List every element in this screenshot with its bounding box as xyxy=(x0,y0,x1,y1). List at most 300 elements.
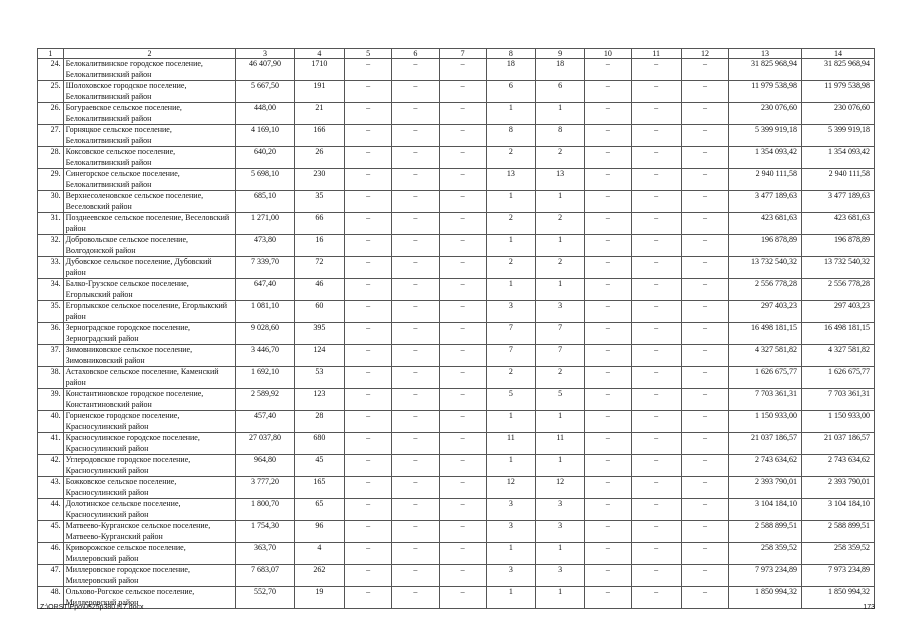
row-number: 35. xyxy=(38,301,64,323)
col-9-value: 7 xyxy=(536,345,585,367)
col-8-value: 8 xyxy=(486,125,535,147)
col-14-amount: 5 399 919,18 xyxy=(801,125,874,147)
column-header: 4 xyxy=(294,49,344,59)
table-row xyxy=(38,521,875,543)
col-13-amount: 423 681,63 xyxy=(729,213,802,235)
col-10-value: – xyxy=(585,169,631,191)
col-4-value: 124 xyxy=(294,345,344,367)
col-7-value: – xyxy=(439,279,486,301)
table-row xyxy=(38,59,875,81)
col-7-value: – xyxy=(439,81,486,103)
col-13-amount: 2 556 778,28 xyxy=(729,279,802,301)
col-8-value: 2 xyxy=(486,257,535,279)
col-11-value: – xyxy=(631,411,681,433)
col-6-value: – xyxy=(392,279,439,301)
col-5-value: – xyxy=(345,323,392,345)
settlement-name: Позднеевское сельское поселение, Веселовский район xyxy=(63,213,236,235)
row-number: 24. xyxy=(38,59,64,81)
data-table xyxy=(37,48,875,609)
col-6-value: – xyxy=(392,103,439,125)
col-12-value: – xyxy=(681,147,728,169)
col-13-amount: 7 973 234,89 xyxy=(729,565,802,587)
column-header: 11 xyxy=(631,49,681,59)
table-row xyxy=(38,235,875,257)
col-11-value: – xyxy=(631,521,681,543)
row-number: 44. xyxy=(38,499,64,521)
col-9-value: 6 xyxy=(536,81,585,103)
row-number: 43. xyxy=(38,477,64,499)
col-6-value: – xyxy=(392,411,439,433)
col-9-value: 7 xyxy=(536,323,585,345)
col-14-amount: 7 973 234,89 xyxy=(801,565,874,587)
row-number: 46. xyxy=(38,543,64,565)
col-5-value: – xyxy=(345,169,392,191)
col-14-amount: 16 498 181,15 xyxy=(801,323,874,345)
col-10-value: – xyxy=(585,323,631,345)
col-10-value: – xyxy=(585,81,631,103)
col-13-amount: 5 399 919,18 xyxy=(729,125,802,147)
col-13-amount: 13 732 540,32 xyxy=(729,257,802,279)
col-3-value: 685,10 xyxy=(236,191,295,213)
col-7-value: – xyxy=(439,455,486,477)
col-10-value: – xyxy=(585,587,631,609)
col-6-value: – xyxy=(392,81,439,103)
col-7-value: – xyxy=(439,169,486,191)
col-3-value: 7 683,07 xyxy=(236,565,295,587)
col-11-value: – xyxy=(631,169,681,191)
col-3-value: 1 692,10 xyxy=(236,367,295,389)
col-9-value: 11 xyxy=(536,433,585,455)
col-3-value: 27 037,80 xyxy=(236,433,295,455)
col-10-value: – xyxy=(585,103,631,125)
col-6-value: – xyxy=(392,587,439,609)
col-14-amount: 297 403,23 xyxy=(801,301,874,323)
col-4-value: 680 xyxy=(294,433,344,455)
col-12-value: – xyxy=(681,125,728,147)
col-9-value: 3 xyxy=(536,499,585,521)
row-number: 39. xyxy=(38,389,64,411)
col-13-amount: 258 359,52 xyxy=(729,543,802,565)
col-3-value: 473,80 xyxy=(236,235,295,257)
col-3-value: 1 271,00 xyxy=(236,213,295,235)
col-13-amount: 230 076,60 xyxy=(729,103,802,125)
col-12-value: – xyxy=(681,411,728,433)
col-4-value: 4 xyxy=(294,543,344,565)
col-11-value: – xyxy=(631,59,681,81)
col-11-value: – xyxy=(631,389,681,411)
settlement-name: Балко-Грузское сельское поселение, Егорлыкский район xyxy=(63,279,236,301)
col-3-value: 4 169,10 xyxy=(236,125,295,147)
settlement-name: Миллеровское городское поселение, Миллеровский район xyxy=(63,565,236,587)
col-10-value: – xyxy=(585,125,631,147)
col-8-value: 1 xyxy=(486,543,535,565)
col-3-value: 964,80 xyxy=(236,455,295,477)
settlement-name: Егорлыкское сельское поселение, Егорлыкский район xyxy=(63,301,236,323)
col-13-amount: 31 825 968,94 xyxy=(729,59,802,81)
settlement-name: Константиновское городское поселение, Константиновский район xyxy=(63,389,236,411)
col-12-value: – xyxy=(681,345,728,367)
col-12-value: – xyxy=(681,521,728,543)
col-10-value: – xyxy=(585,345,631,367)
col-5-value: – xyxy=(345,81,392,103)
settlement-name: Горняцкое сельское поселение, Белокалитвинский район xyxy=(63,125,236,147)
col-5-value: – xyxy=(345,367,392,389)
col-8-value: 1 xyxy=(486,279,535,301)
header-row xyxy=(38,49,875,59)
col-11-value: – xyxy=(631,279,681,301)
col-7-value: – xyxy=(439,521,486,543)
settlement-name: Матвеево-Курганское сельское поселение, Матвеево-Курганский район xyxy=(63,521,236,543)
column-header: 13 xyxy=(729,49,802,59)
column-header: 8 xyxy=(486,49,535,59)
col-6-value: – xyxy=(392,125,439,147)
table-row xyxy=(38,213,875,235)
col-7-value: – xyxy=(439,235,486,257)
row-number: 29. xyxy=(38,169,64,191)
col-5-value: – xyxy=(345,103,392,125)
column-header: 2 xyxy=(63,49,236,59)
col-10-value: – xyxy=(585,477,631,499)
col-9-value: 1 xyxy=(536,587,585,609)
col-11-value: – xyxy=(631,345,681,367)
row-number: 32. xyxy=(38,235,64,257)
settlement-name: Красносулинское городское поселение, Красносулинский район xyxy=(63,433,236,455)
col-6-value: – xyxy=(392,235,439,257)
col-6-value: – xyxy=(392,433,439,455)
col-4-value: 45 xyxy=(294,455,344,477)
col-12-value: – xyxy=(681,389,728,411)
col-13-amount: 3 477 189,63 xyxy=(729,191,802,213)
col-8-value: 3 xyxy=(486,565,535,587)
table-row xyxy=(38,587,875,609)
col-8-value: 3 xyxy=(486,499,535,521)
col-12-value: – xyxy=(681,587,728,609)
col-9-value: 1 xyxy=(536,235,585,257)
col-14-amount: 1 850 994,32 xyxy=(801,587,874,609)
col-13-amount: 2 588 899,51 xyxy=(729,521,802,543)
col-10-value: – xyxy=(585,257,631,279)
col-5-value: – xyxy=(345,587,392,609)
settlement-name: Горненское городское поселение, Красносулинский район xyxy=(63,411,236,433)
col-9-value: 2 xyxy=(536,367,585,389)
col-9-value: 3 xyxy=(536,521,585,543)
col-5-value: – xyxy=(345,411,392,433)
col-14-amount: 2 393 790,01 xyxy=(801,477,874,499)
col-4-value: 53 xyxy=(294,367,344,389)
settlement-name: Долотинское сельское поселение, Красносулинский район xyxy=(63,499,236,521)
col-13-amount: 1 850 994,32 xyxy=(729,587,802,609)
col-8-value: 1 xyxy=(486,411,535,433)
col-13-amount: 21 037 186,57 xyxy=(729,433,802,455)
col-5-value: – xyxy=(345,565,392,587)
col-4-value: 16 xyxy=(294,235,344,257)
row-number: 47. xyxy=(38,565,64,587)
row-number: 37. xyxy=(38,345,64,367)
settlement-name: Коксовское сельское поселение, Белокалитвинский район xyxy=(63,147,236,169)
table-row xyxy=(38,477,875,499)
col-9-value: 18 xyxy=(536,59,585,81)
col-4-value: 262 xyxy=(294,565,344,587)
col-8-value: 5 xyxy=(486,389,535,411)
col-12-value: – xyxy=(681,455,728,477)
col-8-value: 7 xyxy=(486,323,535,345)
col-9-value: 2 xyxy=(536,147,585,169)
col-9-value: 1 xyxy=(536,103,585,125)
col-14-amount: 258 359,52 xyxy=(801,543,874,565)
col-7-value: – xyxy=(439,367,486,389)
settlement-name: Добровольское сельское поселение, Волгодонской район xyxy=(63,235,236,257)
col-12-value: – xyxy=(681,81,728,103)
col-13-amount: 1 150 933,00 xyxy=(729,411,802,433)
col-7-value: – xyxy=(439,323,486,345)
column-header: 6 xyxy=(392,49,439,59)
col-14-amount: 423 681,63 xyxy=(801,213,874,235)
col-10-value: – xyxy=(585,411,631,433)
col-14-amount: 2 588 899,51 xyxy=(801,521,874,543)
col-14-amount: 31 825 968,94 xyxy=(801,59,874,81)
col-12-value: – xyxy=(681,59,728,81)
col-14-amount: 1 354 093,42 xyxy=(801,147,874,169)
col-11-value: – xyxy=(631,323,681,345)
col-3-value: 3 446,70 xyxy=(236,345,295,367)
col-8-value: 2 xyxy=(486,213,535,235)
col-7-value: – xyxy=(439,345,486,367)
col-14-amount: 2 556 778,28 xyxy=(801,279,874,301)
settlement-name: Синегорское сельское поселение, Белокалитвинский район xyxy=(63,169,236,191)
col-11-value: – xyxy=(631,191,681,213)
col-13-amount: 2 743 634,62 xyxy=(729,455,802,477)
row-number: 33. xyxy=(38,257,64,279)
col-7-value: – xyxy=(439,147,486,169)
col-6-value: – xyxy=(392,521,439,543)
col-5-value: – xyxy=(345,433,392,455)
col-14-amount: 13 732 540,32 xyxy=(801,257,874,279)
table-row xyxy=(38,125,875,147)
col-5-value: – xyxy=(345,301,392,323)
col-8-value: 1 xyxy=(486,191,535,213)
table-row xyxy=(38,367,875,389)
row-number: 28. xyxy=(38,147,64,169)
col-5-value: – xyxy=(345,147,392,169)
col-6-value: – xyxy=(392,389,439,411)
col-8-value: 2 xyxy=(486,147,535,169)
col-13-amount: 2 940 111,58 xyxy=(729,169,802,191)
col-11-value: – xyxy=(631,81,681,103)
col-6-value: – xyxy=(392,455,439,477)
col-7-value: – xyxy=(439,433,486,455)
col-11-value: – xyxy=(631,301,681,323)
col-8-value: 12 xyxy=(486,477,535,499)
col-10-value: – xyxy=(585,147,631,169)
col-6-value: – xyxy=(392,213,439,235)
col-10-value: – xyxy=(585,499,631,521)
col-10-value: – xyxy=(585,235,631,257)
col-13-amount: 297 403,23 xyxy=(729,301,802,323)
col-7-value: – xyxy=(439,213,486,235)
col-6-value: – xyxy=(392,169,439,191)
col-11-value: – xyxy=(631,587,681,609)
col-3-value: 1 800,70 xyxy=(236,499,295,521)
col-12-value: – xyxy=(681,367,728,389)
settlement-name: Астаховское сельское поселение, Каменский район xyxy=(63,367,236,389)
col-10-value: – xyxy=(585,191,631,213)
table-row xyxy=(38,279,875,301)
col-3-value: 7 339,70 xyxy=(236,257,295,279)
row-number: 25. xyxy=(38,81,64,103)
table-row xyxy=(38,147,875,169)
col-5-value: – xyxy=(345,213,392,235)
page-number: 173 xyxy=(863,604,875,611)
col-12-value: – xyxy=(681,169,728,191)
col-10-value: – xyxy=(585,389,631,411)
col-14-amount: 196 878,89 xyxy=(801,235,874,257)
col-9-value: 12 xyxy=(536,477,585,499)
col-6-value: – xyxy=(392,147,439,169)
col-7-value: – xyxy=(439,389,486,411)
col-6-value: – xyxy=(392,477,439,499)
col-8-value: 6 xyxy=(486,81,535,103)
col-9-value: 3 xyxy=(536,301,585,323)
column-header: 1 xyxy=(38,49,64,59)
settlement-name: Ольхово-Рогское сельское поселение, Миллеровский район xyxy=(63,587,236,609)
col-8-value: 1 xyxy=(486,235,535,257)
col-14-amount: 3 104 184,10 xyxy=(801,499,874,521)
col-3-value: 2 589,92 xyxy=(236,389,295,411)
col-12-value: – xyxy=(681,433,728,455)
table-row xyxy=(38,103,875,125)
row-number: 30. xyxy=(38,191,64,213)
col-12-value: – xyxy=(681,301,728,323)
col-9-value: 8 xyxy=(536,125,585,147)
settlement-name: Углеродовское городское поселение, Красносулинский район xyxy=(63,455,236,477)
col-3-value: 3 777,20 xyxy=(236,477,295,499)
col-8-value: 13 xyxy=(486,169,535,191)
col-9-value: 3 xyxy=(536,565,585,587)
col-7-value: – xyxy=(439,587,486,609)
table-row xyxy=(38,257,875,279)
col-11-value: – xyxy=(631,103,681,125)
col-11-value: – xyxy=(631,147,681,169)
col-14-amount: 4 327 581,82 xyxy=(801,345,874,367)
col-13-amount: 7 703 361,31 xyxy=(729,389,802,411)
settlement-name: Криворожское сельское поселение, Миллеровский район xyxy=(63,543,236,565)
col-3-value: 1 754,30 xyxy=(236,521,295,543)
col-6-value: – xyxy=(392,59,439,81)
col-11-value: – xyxy=(631,477,681,499)
table-row xyxy=(38,301,875,323)
col-9-value: 5 xyxy=(536,389,585,411)
col-5-value: – xyxy=(345,257,392,279)
col-14-amount: 1 626 675,77 xyxy=(801,367,874,389)
col-10-value: – xyxy=(585,367,631,389)
col-4-value: 230 xyxy=(294,169,344,191)
row-number: 42. xyxy=(38,455,64,477)
col-13-amount: 196 878,89 xyxy=(729,235,802,257)
col-11-value: – xyxy=(631,455,681,477)
col-5-value: – xyxy=(345,543,392,565)
col-6-value: – xyxy=(392,323,439,345)
col-7-value: – xyxy=(439,257,486,279)
col-3-value: 9 028,60 xyxy=(236,323,295,345)
col-9-value: 2 xyxy=(536,213,585,235)
col-13-amount: 4 327 581,82 xyxy=(729,345,802,367)
col-7-value: – xyxy=(439,103,486,125)
col-11-value: – xyxy=(631,367,681,389)
col-7-value: – xyxy=(439,477,486,499)
col-7-value: – xyxy=(439,125,486,147)
table-row xyxy=(38,389,875,411)
col-11-value: – xyxy=(631,125,681,147)
settlement-name: Верхнесоленовское сельское поселение, Веселовский район xyxy=(63,191,236,213)
col-8-value: 1 xyxy=(486,103,535,125)
col-5-value: – xyxy=(345,455,392,477)
row-number: 48. xyxy=(38,587,64,609)
col-3-value: 647,40 xyxy=(236,279,295,301)
row-number: 45. xyxy=(38,521,64,543)
column-header: 5 xyxy=(345,49,392,59)
col-10-value: – xyxy=(585,455,631,477)
col-4-value: 165 xyxy=(294,477,344,499)
col-7-value: – xyxy=(439,191,486,213)
table-row xyxy=(38,345,875,367)
col-10-value: – xyxy=(585,213,631,235)
col-4-value: 60 xyxy=(294,301,344,323)
col-14-amount: 2 743 634,62 xyxy=(801,455,874,477)
col-3-value: 46 407,90 xyxy=(236,59,295,81)
col-4-value: 65 xyxy=(294,499,344,521)
row-number: 38. xyxy=(38,367,64,389)
col-7-value: – xyxy=(439,301,486,323)
col-3-value: 552,70 xyxy=(236,587,295,609)
table-row xyxy=(38,565,875,587)
table-row xyxy=(38,81,875,103)
row-number: 31. xyxy=(38,213,64,235)
table-body xyxy=(38,59,875,609)
table-row xyxy=(38,323,875,345)
col-3-value: 457,40 xyxy=(236,411,295,433)
table-row xyxy=(38,411,875,433)
col-4-value: 19 xyxy=(294,587,344,609)
col-14-amount: 3 477 189,63 xyxy=(801,191,874,213)
col-5-value: – xyxy=(345,191,392,213)
col-4-value: 191 xyxy=(294,81,344,103)
column-header: 12 xyxy=(681,49,728,59)
col-13-amount: 1 354 093,42 xyxy=(729,147,802,169)
col-8-value: 18 xyxy=(486,59,535,81)
col-7-value: – xyxy=(439,565,486,587)
col-9-value: 1 xyxy=(536,543,585,565)
col-4-value: 1710 xyxy=(294,59,344,81)
col-6-value: – xyxy=(392,191,439,213)
table-row xyxy=(38,169,875,191)
col-11-value: – xyxy=(631,433,681,455)
col-12-value: – xyxy=(681,213,728,235)
col-8-value: 2 xyxy=(486,367,535,389)
col-4-value: 123 xyxy=(294,389,344,411)
col-10-value: – xyxy=(585,279,631,301)
row-number: 40. xyxy=(38,411,64,433)
col-4-value: 166 xyxy=(294,125,344,147)
col-4-value: 21 xyxy=(294,103,344,125)
col-12-value: – xyxy=(681,323,728,345)
col-6-value: – xyxy=(392,499,439,521)
col-13-amount: 1 626 675,77 xyxy=(729,367,802,389)
col-12-value: – xyxy=(681,191,728,213)
col-7-value: – xyxy=(439,411,486,433)
col-11-value: – xyxy=(631,565,681,587)
col-6-value: – xyxy=(392,367,439,389)
col-4-value: 26 xyxy=(294,147,344,169)
